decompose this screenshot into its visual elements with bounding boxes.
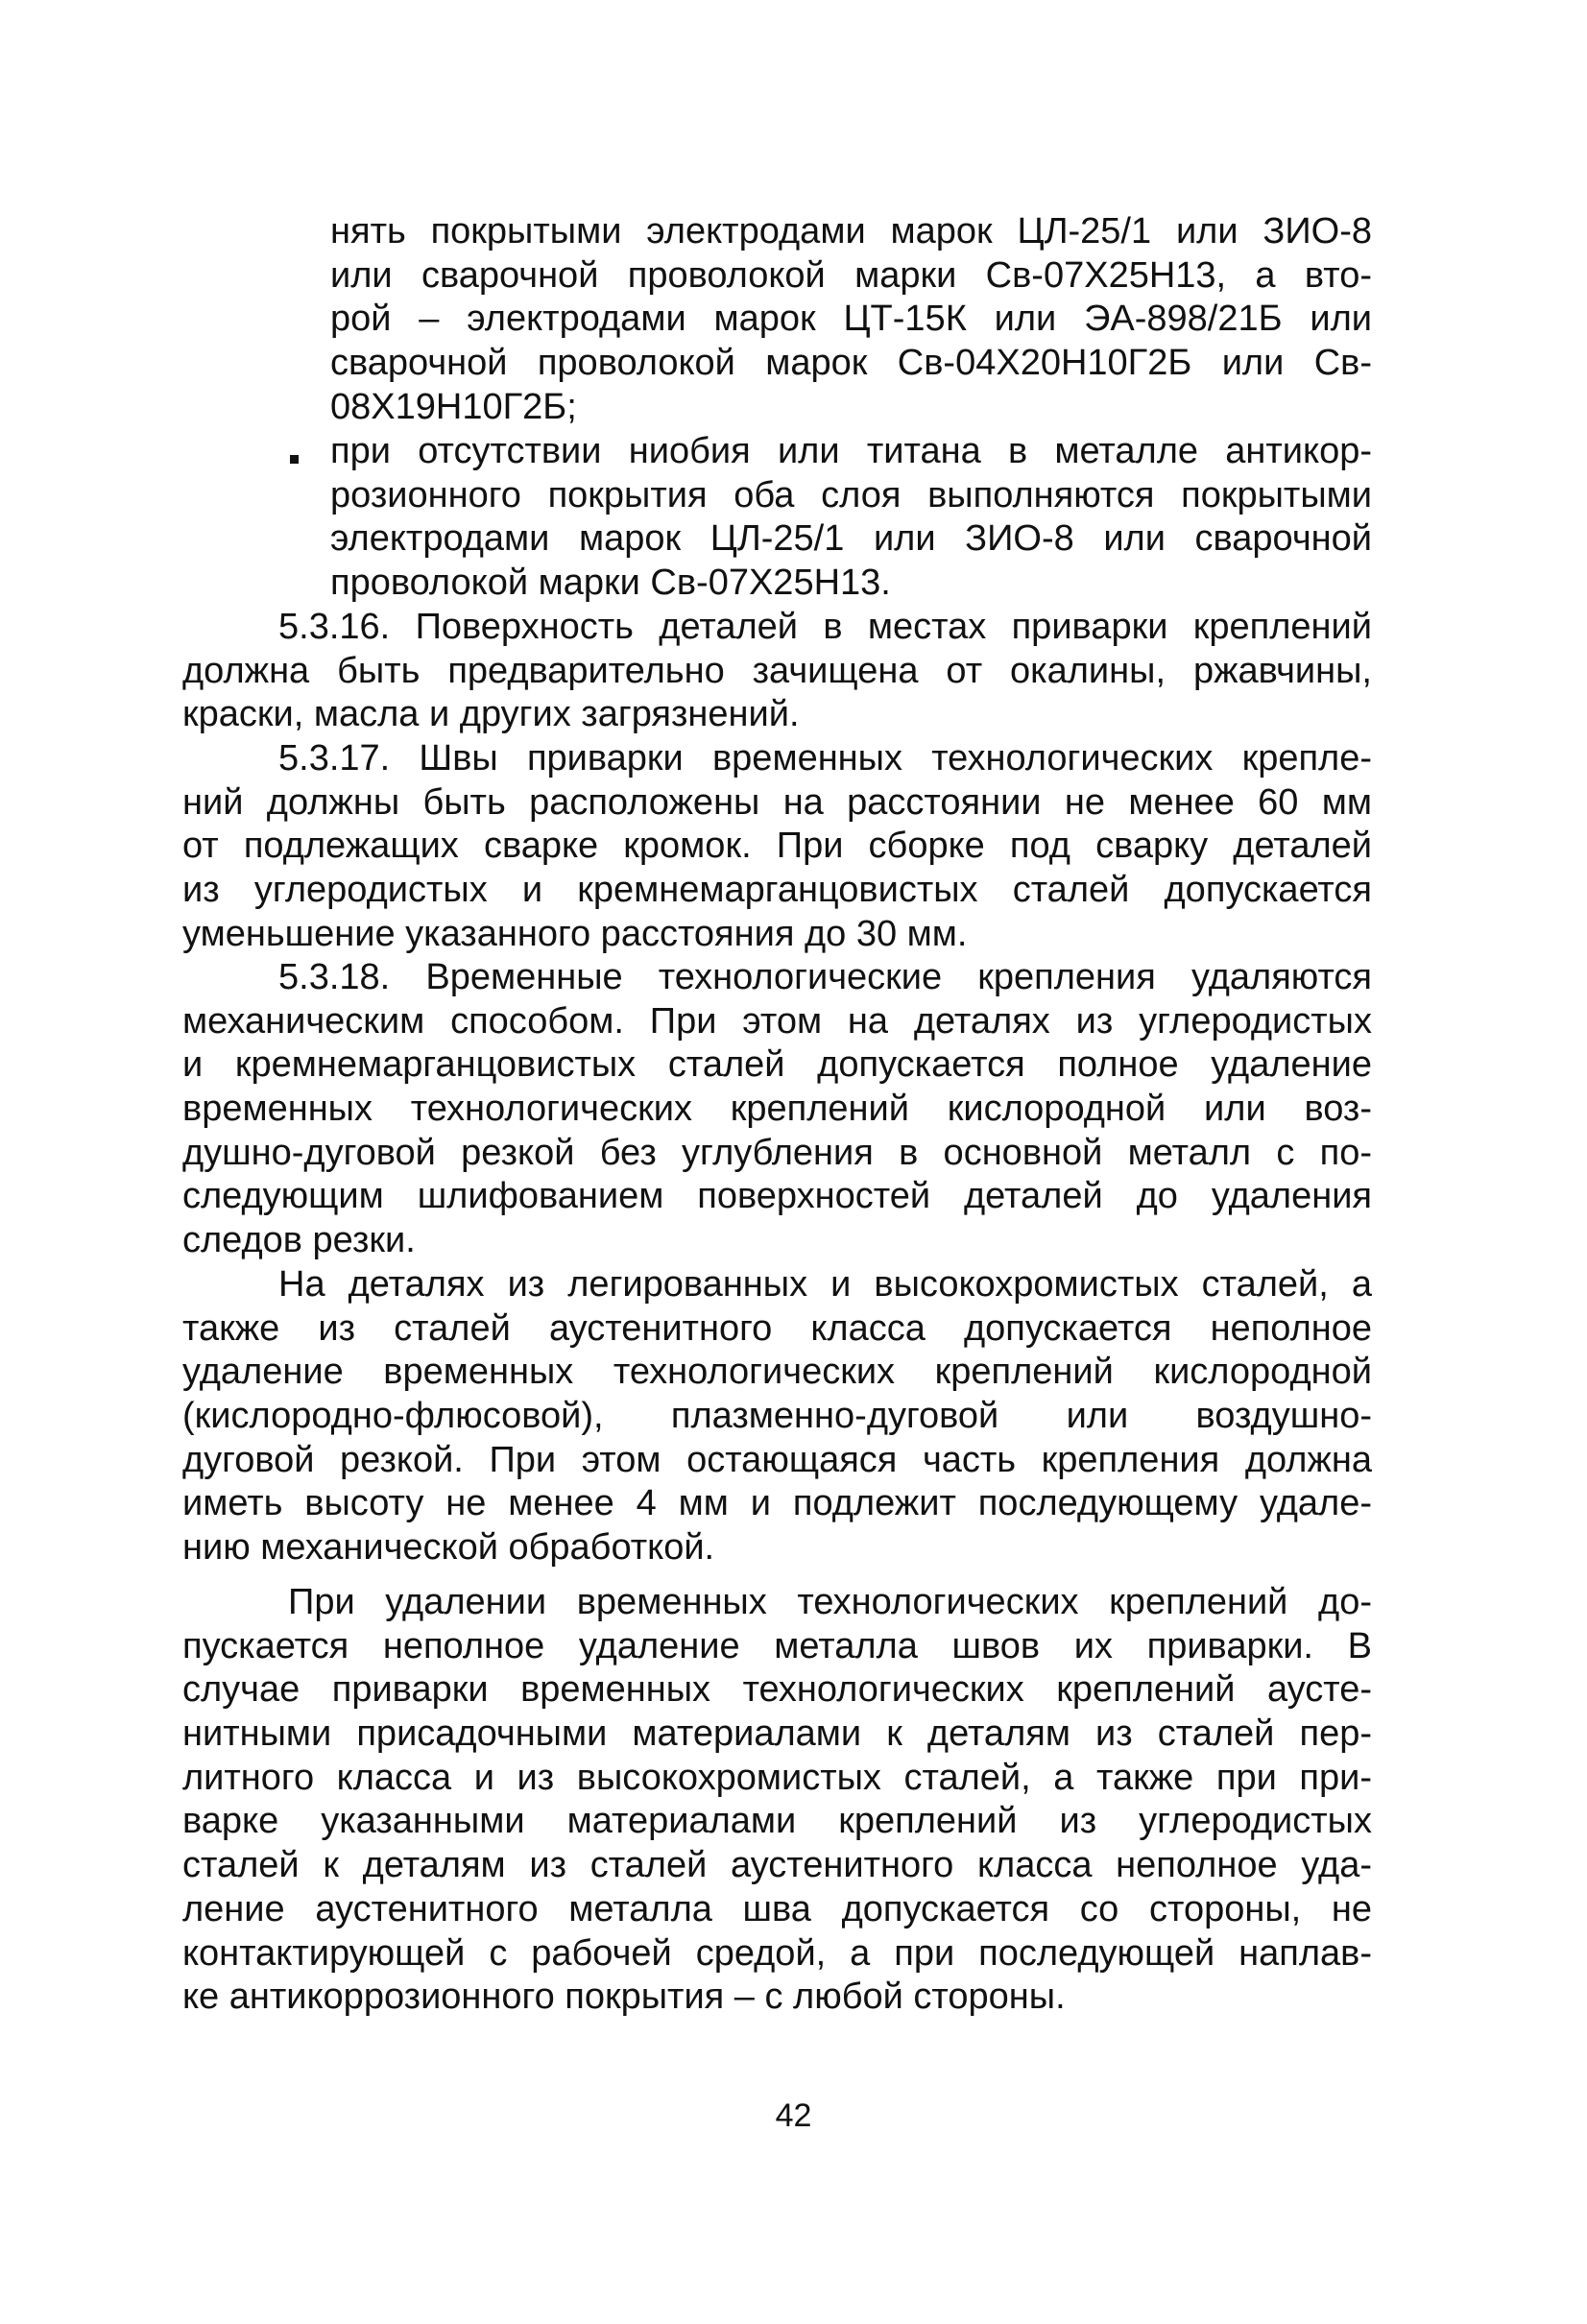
text-line: (кислородно-флюсовой), плазменно-дуговой или воздушно- bbox=[182, 1396, 1372, 1437]
clause-5-3-16 bbox=[182, 606, 1372, 737]
text-line: сварочной проволокой марок Св-04Х20Н10Г2Б или Св- bbox=[330, 343, 1372, 384]
text-line: механическим способом. При этом на деталях из углеродистых bbox=[182, 1000, 1372, 1042]
text-line: от подлежащих сварке кромок. При сборке под сварку деталей bbox=[182, 826, 1372, 867]
text-line: При удалении временных технологических креплений до- bbox=[288, 1582, 1372, 1622]
text-line: проволокой марки Св-07Х25Н13. bbox=[330, 563, 891, 604]
text-line: краски, масла и других загрязнений. bbox=[182, 694, 800, 735]
paragraph-continuation bbox=[330, 210, 1372, 429]
text-line: сталей к деталям из сталей аустенитного класса неполное уда- bbox=[182, 1845, 1372, 1886]
text-line: случае приварки временных технологических креплений аусте- bbox=[182, 1669, 1372, 1711]
text-line: следов резки. bbox=[182, 1220, 416, 1261]
text-line: удаление временных технологических креплений кислородной bbox=[182, 1352, 1372, 1393]
text-line: нию механической обработкой. bbox=[182, 1527, 715, 1569]
text-line: иметь высоту не менее 4 мм и подлежит последующему удале- bbox=[182, 1483, 1372, 1524]
text-line: контактирующей с рабочей средой, а при последующей наплав- bbox=[182, 1932, 1372, 1974]
bulleted-list-item bbox=[330, 430, 1372, 606]
text-line: 5.3.16. Поверхность деталей в местах приварки креплений bbox=[278, 607, 1372, 647]
text-line: рой – электродами марок ЦТ-15К или ЭА-898/21Б или bbox=[330, 299, 1372, 340]
text-line: и кремнемарганцовистых сталей допускается полное удаление bbox=[182, 1044, 1372, 1086]
text-line: уменьшение указанного расстояния до 30 мм. bbox=[182, 913, 968, 954]
clause-5-3-17 bbox=[182, 737, 1372, 956]
text-line: дуговой резкой. При этом остающаяся часть крепления должна bbox=[182, 1439, 1372, 1480]
text-line: литного класса и из высокохромистых сталей, а также при при- bbox=[182, 1757, 1372, 1798]
paragraph-weld-removal bbox=[182, 1581, 1372, 2020]
page-number: 42 bbox=[775, 2097, 812, 2134]
text-line: или сварочной проволокой марки Св-07Х25Н13, а вто- bbox=[330, 254, 1372, 296]
text-line: при отсутствии ниобия или титана в металле антикор- bbox=[330, 431, 1372, 471]
text-line: должна быть предварительно зачищена от окалины, ржавчины, bbox=[182, 650, 1372, 691]
text-line: 5.3.17. Швы приварки временных технологических крепле- bbox=[278, 738, 1372, 779]
text-line: душно-дуговой резкой без углубления в основной металл с по- bbox=[182, 1132, 1372, 1173]
text-line: нять покрытыми электродами марок ЦЛ-25/1 или ЗИО-8 bbox=[330, 211, 1372, 252]
text-line: На деталях из легированных и высокохромистых сталей, а bbox=[278, 1264, 1372, 1305]
text-line: 5.3.18. Временные технологические крепления удаляются bbox=[278, 957, 1372, 997]
text-line: из углеродистых и кремнемарганцовистых сталей допускается bbox=[182, 870, 1372, 911]
text-line: следующим шлифованием поверхностей деталей до удаления bbox=[182, 1176, 1372, 1217]
text-line: 08Х19Н10Г2Б; bbox=[330, 386, 577, 427]
text-line: электродами марок ЦЛ-25/1 или ЗИО-8 или сварочной bbox=[330, 518, 1372, 560]
text-line: ление аустенитного металла шва допускается со стороны, не bbox=[182, 1888, 1372, 1929]
text-line: розионного покрытия оба слоя выполняются покрытыми bbox=[330, 474, 1372, 515]
text-line: также из сталей аустенитного класса допускается неполное bbox=[182, 1307, 1372, 1349]
clause-5-3-18 bbox=[182, 956, 1372, 1263]
text-line: временных технологических креплений кислородной или воз- bbox=[182, 1089, 1372, 1130]
text-line: варке указанными материалами креплений из углеродистых bbox=[182, 1801, 1372, 1842]
text-line: пускается неполное удаление металла швов их приварки. В bbox=[182, 1625, 1372, 1666]
text-line: ке антикоррозионного покрытия – с любой стороны. bbox=[182, 1977, 1066, 2018]
bullet-marker-icon bbox=[290, 455, 299, 464]
paragraph-alloyed-steels bbox=[182, 1263, 1372, 1570]
text-line: нитными присадочными материалами к деталям из сталей пер- bbox=[182, 1713, 1372, 1755]
text-line: ний должны быть расположены на расстоянии не менее 60 мм bbox=[182, 781, 1372, 823]
